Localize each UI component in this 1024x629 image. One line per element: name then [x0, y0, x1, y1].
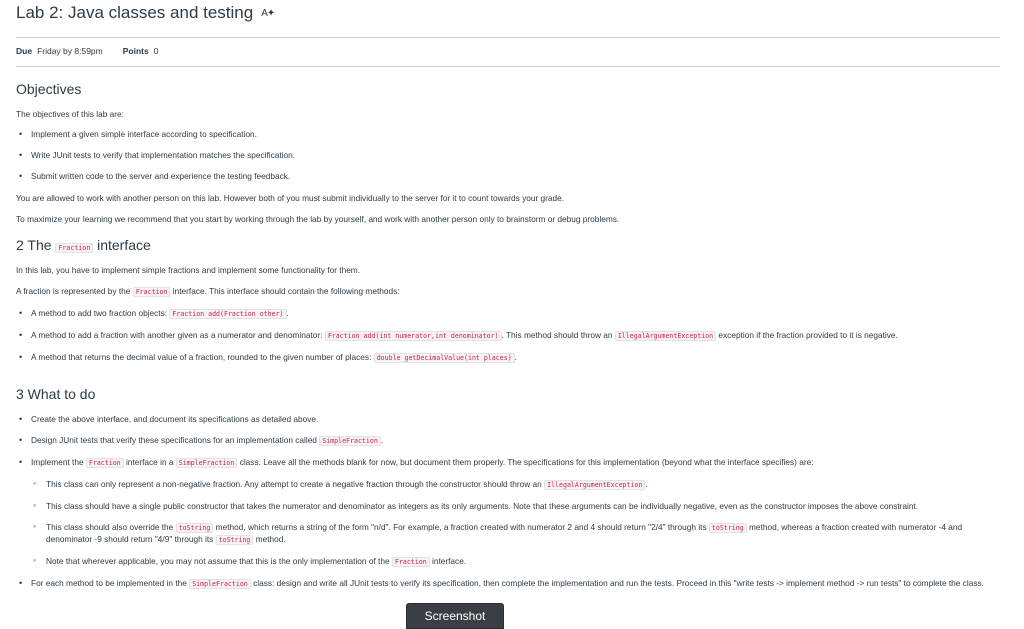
- ai-sparkle-icon[interactable]: A✦: [261, 7, 275, 19]
- assignment-meta: [16, 46, 178, 56]
- due-value: Friday by 8:59pm: [37, 46, 103, 56]
- section-2-intro: In this lab, you have to implement simple fractions and implement some functionality for them.: [16, 265, 361, 275]
- list-item: • Create the above interface, and document its specifications as detailed above.: [16, 414, 1000, 425]
- text: This class should also override the: [46, 522, 174, 532]
- code-add-fraction: Fraction add(Fraction other): [169, 309, 286, 319]
- page-title: Lab 2: Java classes and testing: [16, 3, 254, 22]
- objectives-list: [16, 129, 1000, 182]
- code-illegal-argument: IllegalArgumentException: [544, 480, 645, 490]
- list-item: [16, 556, 1000, 568]
- text: method, whereas a fraction created with numerator -4 and denominator -9 should return "4/9" through its: [46, 522, 963, 544]
- list-item: • Implement a given simple interface according to specification.: [16, 129, 1000, 140]
- list-item: • Submit written code to the server and experience the testing feedback.: [16, 171, 1000, 182]
- methods-list: [16, 308, 1000, 364]
- list-item: [16, 352, 1000, 364]
- list-item: [16, 522, 1000, 546]
- list-item: ◦ This class should have a single public constructor that takes the numerator and denominator as integers as its only arguments. Note that these arguments can be individually negative, even as the constructor imposes the above constraint.: [16, 501, 1000, 512]
- code-fraction: Fraction: [55, 243, 93, 253]
- list-item: [16, 435, 1000, 447]
- text: method, which returns a string of the form "n/d". For example, a fraction created with numerator 2 and 4 should return "2/4" through its: [215, 522, 707, 532]
- text: . This method should throw an: [501, 330, 613, 340]
- code-fraction: Fraction: [392, 557, 430, 567]
- list-item: [16, 479, 1000, 491]
- list-item: • Write JUnit tests to verify that implementation matches the specification.: [16, 150, 1000, 161]
- due-label: Due: [16, 46, 33, 56]
- heading-text: interface: [97, 237, 151, 253]
- text: Note that wherever applicable, you may not assume that this is the only implementation of the: [46, 556, 390, 566]
- text: .: [514, 352, 517, 362]
- list-item: [16, 330, 1000, 342]
- text: This class can only represent a non-negative fraction. Any attempt to create a negative fraction through the constructor should throw an: [46, 479, 542, 489]
- list-item: [16, 308, 1000, 320]
- list-item: [16, 578, 1000, 590]
- collab-paragraph: You are allowed to work with another person on this lab. However both of you must submit individually to the server for it to count towards your grade.: [16, 193, 565, 203]
- text: A method to add a fraction with another given as a numerator and denominator:: [31, 330, 323, 340]
- text: class: design and write all JUnit tests to verify its specification, then complete the implementation and run the tests. Proceed in this "write tests -> implement method -> run tests" to complete the class.: [253, 578, 984, 588]
- text: .: [286, 308, 289, 318]
- text: A method to add two fraction objects:: [31, 308, 168, 318]
- text: .: [380, 435, 384, 445]
- code-simplefraction: SimpleFraction: [176, 458, 238, 468]
- points-label: Points: [122, 46, 149, 56]
- list-item: [16, 457, 1000, 568]
- text: exception if the fraction provided to it is negative.: [718, 330, 898, 340]
- text: Implement the: [31, 457, 84, 467]
- divider: [16, 37, 1000, 38]
- code-simplefraction: SimpleFraction: [189, 579, 251, 589]
- heading-text: 2 The: [16, 237, 52, 253]
- text: For each method to be implemented in the: [31, 578, 187, 588]
- code-simplefraction: SimpleFraction: [319, 436, 381, 446]
- spec-sublist: [31, 479, 1000, 568]
- title-row: [16, 2, 274, 24]
- section-2-heading: [16, 236, 1000, 257]
- text: Design JUnit tests that verify these specifications for an implementation called: [31, 435, 317, 445]
- text: class. Leave all the methods blank for now, but document them properly. The specifications for this implementation (beyond what the interface specifies) are:: [239, 457, 814, 467]
- code-tostring: toString: [709, 523, 747, 533]
- code-tostring: toString: [176, 523, 214, 533]
- text: interface in a: [125, 457, 174, 467]
- fraction-representation: [16, 286, 1000, 298]
- objectives-intro: The objectives of this lab are:: [16, 109, 124, 119]
- code-illegal-argument: IllegalArgumentException: [615, 331, 716, 341]
- section-3-heading: 3 What to do: [16, 386, 96, 402]
- code-get-decimal: double getDecimalValue(int places): [374, 353, 515, 363]
- points-value: 0: [153, 46, 159, 56]
- learning-paragraph: To maximize your learning we recommend that you start by working through the lab by yourself, and work with another person only to brainstorm or debug problems.: [16, 214, 620, 224]
- divider: [16, 66, 1000, 67]
- code-tostring: toString: [216, 535, 254, 545]
- code-add-int: Fraction add(int numerator,int denominator): [325, 331, 502, 341]
- screenshot-button[interactable]: Screenshot: [406, 603, 504, 629]
- text: .: [645, 479, 648, 489]
- text: interface.: [431, 556, 467, 566]
- code-fraction: Fraction: [133, 287, 171, 297]
- text: interface. This interface should contain the following methods:: [172, 286, 400, 296]
- text: A method that returns the decimal value of a fraction, rounded to the given number of places:: [31, 352, 372, 362]
- text: method.: [255, 534, 286, 544]
- code-fraction: Fraction: [86, 458, 124, 468]
- text: A fraction is represented by the: [16, 286, 131, 296]
- objectives-heading: Objectives: [16, 81, 82, 97]
- tasks-list: [16, 414, 1000, 590]
